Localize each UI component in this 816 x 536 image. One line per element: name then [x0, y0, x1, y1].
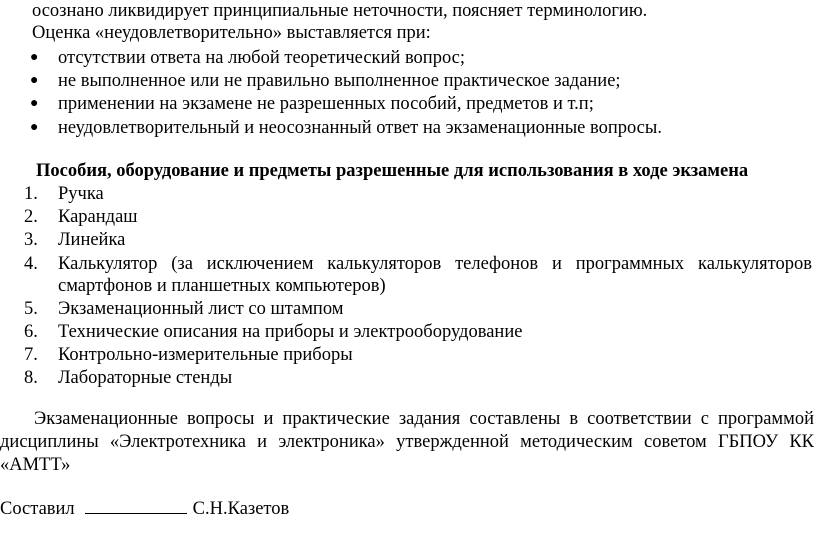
bullet-item: отсутствии ответа на любой теоретический вопрос;: [58, 48, 466, 68]
list-item-continuation: смартфонов и планшетных компьютеров): [58, 276, 386, 296]
list-item: Экзаменационный лист со штампом: [58, 299, 344, 319]
signature-block: [0, 497, 289, 520]
signature-name: С.Н.Казетов: [192, 499, 290, 519]
list-number: 8.: [24, 368, 38, 388]
bullet-icon: ●: [30, 120, 39, 135]
list-number: 7.: [24, 345, 38, 365]
list-number: 1.: [24, 184, 38, 204]
section-heading: Пособия, оборудование и предметы разрешенные для использования в ходе экзамена: [36, 161, 749, 181]
list-item: Лабораторные стенды: [58, 368, 233, 388]
list-number: 3.: [24, 230, 38, 250]
list-item: Карандаш: [58, 207, 138, 227]
list-item: Линейка: [58, 230, 126, 250]
list-item: Контрольно-измерительные приборы: [58, 345, 353, 365]
list-item: Ручка: [58, 184, 104, 204]
intro-line-2: Оценка «неудовлетворительно» выставляется при:: [32, 23, 431, 43]
paragraph-line-2: дисциплины «Электротехника и электроника» утвержденной методическим советом ГБПОУ КК: [0, 432, 814, 452]
list-item: Калькулятор (за исключением калькуляторов телефонов и программных калькуляторов: [58, 254, 812, 274]
signature-label: Составил: [0, 499, 75, 519]
bullet-item: неудовлетворительный и неосознанный ответ на экзаменационные вопросы.: [58, 118, 662, 138]
bullet-icon: ●: [30, 73, 39, 88]
list-number: 2.: [24, 207, 38, 227]
list-number: 4.: [24, 254, 38, 274]
paragraph-line-1: Экзаменационные вопросы и практические задания составлены в соответствии с программой: [34, 409, 814, 429]
bullet-icon: ●: [30, 96, 39, 111]
list-number: 5.: [24, 299, 38, 319]
bullet-item: не выполненное или не правильно выполненное практическое задание;: [58, 71, 621, 91]
intro-line-1: осознано ликвидирует принципиальные неточности, поясняет терминологию.: [32, 1, 648, 21]
list-item: Технические описания на приборы и электрооборудование: [58, 322, 523, 342]
list-number: 6.: [24, 322, 38, 342]
paragraph-line-3: «АМТТ»: [0, 455, 71, 475]
signature-line: [85, 497, 187, 514]
bullet-icon: ●: [30, 50, 39, 65]
bullet-item: применении на экзамене не разрешенных пособий, предметов и т.п;: [58, 94, 594, 114]
